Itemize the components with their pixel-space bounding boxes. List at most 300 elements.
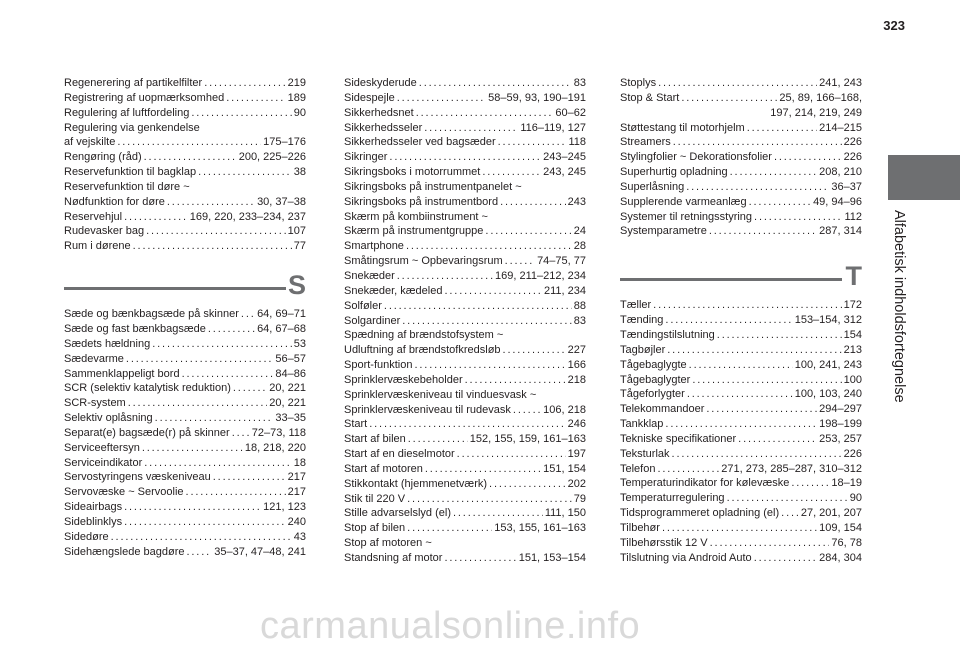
entry-pages: 172 — [843, 299, 862, 312]
entry-pages: 197 — [567, 448, 586, 461]
leader-dots — [444, 284, 542, 299]
entry-pages: 243, 245 — [543, 166, 586, 179]
entry-term: Solføler — [344, 299, 382, 312]
leader-dots — [155, 411, 274, 426]
leader-dots — [397, 269, 493, 284]
entry-term: Stop & Start — [620, 91, 680, 104]
leader-dots — [706, 402, 817, 417]
leader-dots — [186, 545, 212, 560]
leader-dots — [681, 91, 777, 106]
index-entry — [620, 76, 862, 91]
entry-pages: 36–37 — [831, 180, 862, 193]
leader-dots — [424, 121, 518, 136]
letter-heading — [64, 262, 306, 306]
index-entry — [64, 224, 306, 239]
entry-term: Stikkontakt (hjemmenetværk) — [344, 477, 488, 490]
entry-term: Standsning af motor — [344, 552, 443, 564]
leader-dots — [142, 441, 243, 456]
entry-pages: 100, 241, 243 — [794, 358, 862, 371]
entry-term: Superlåsning — [620, 180, 685, 193]
entry-pages: 219 — [287, 77, 306, 89]
leader-dots — [747, 121, 817, 136]
leader-dots — [658, 76, 817, 91]
entry-term: Nødfunktion for døre — [64, 195, 165, 208]
leader-dots — [117, 135, 261, 150]
leader-dots — [749, 195, 811, 210]
index-entry — [344, 195, 586, 210]
index-entry — [64, 396, 306, 411]
index-entry — [620, 298, 862, 313]
index-entry — [64, 352, 306, 367]
page-number: 323 — [883, 18, 905, 33]
entry-pages: 271, 273, 285–287, 310–312 — [721, 462, 862, 475]
entry-term: Serviceindikator — [64, 456, 143, 469]
index-entry — [64, 106, 306, 121]
entry-pages: 64, 67–68 — [257, 322, 306, 335]
leader-dots — [709, 224, 817, 239]
index-entry — [620, 387, 862, 402]
index-entry — [344, 314, 586, 329]
entry-term: Temperaturindikator for kølevæske — [620, 477, 790, 490]
index-entry — [620, 210, 862, 225]
section-letter: T — [845, 261, 862, 292]
leader-dots — [182, 367, 274, 382]
entry-pages: 118 — [568, 136, 586, 149]
leader-dots — [665, 313, 792, 328]
leader-dots — [500, 195, 566, 210]
index-entry — [620, 432, 862, 447]
leader-dots — [416, 106, 554, 121]
index-entry-text: Sikringsboks på instrumentpanelet ~ — [344, 180, 522, 193]
divider-rule — [620, 278, 842, 281]
entry-term: Rudevasker bag — [64, 225, 145, 238]
entry-term: Tænding — [620, 314, 664, 327]
leader-dots — [384, 299, 572, 314]
index-entry — [344, 91, 586, 106]
entry-pages: 294–297 — [819, 403, 862, 416]
index-entry — [64, 545, 306, 560]
entry-term: Stop af bilen — [344, 522, 406, 535]
entry-term: Sprinklervæskeniveau til rudevask — [344, 403, 511, 416]
leader-dots — [754, 210, 842, 225]
leader-dots — [167, 195, 255, 210]
leader-dots — [389, 150, 541, 165]
entry-pages: 227 — [567, 344, 586, 357]
index-entry — [620, 224, 862, 239]
entry-pages-continued: 197, 214, 219, 249 — [770, 106, 862, 119]
index-entry — [344, 477, 586, 492]
entry-pages: 74–75, 77 — [537, 255, 586, 268]
index-entry — [620, 313, 862, 328]
entry-term: Sædets hældning — [64, 337, 151, 350]
leader-dots — [513, 403, 541, 418]
index-entry — [620, 150, 862, 165]
entry-term: Tågebaglygte — [620, 358, 687, 371]
section-tab — [888, 155, 960, 200]
index-entry — [344, 299, 586, 314]
entry-term: Udluftning af brændstofkredsløb — [344, 344, 501, 357]
index-entry-text: Sprinklervæskeniveau til vinduesvask ~ — [344, 388, 537, 401]
index-entry — [64, 165, 306, 180]
leader-dots — [667, 343, 841, 358]
leader-dots — [774, 150, 842, 165]
entry-pages: 107 — [287, 225, 306, 238]
index-entry — [620, 180, 862, 195]
index-entry — [344, 239, 586, 254]
entry-term: Registrering af uopmærksomhed — [64, 91, 225, 104]
entry-term: Supplerende varmeanlæg — [620, 195, 747, 208]
entry-term: Teksturlak — [620, 447, 670, 460]
entry-term: Regulering af luftfordeling — [64, 106, 190, 119]
index-entry — [64, 441, 306, 456]
leader-dots — [687, 387, 793, 402]
entry-term: Tidsprogrammeret opladning (el) — [620, 507, 780, 520]
entry-term: Temperaturregulering — [620, 492, 725, 505]
entry-pages: 151, 154 — [543, 462, 586, 475]
leader-dots — [204, 76, 285, 91]
leader-dots — [419, 76, 572, 91]
index-entry — [344, 492, 586, 507]
index-entry — [344, 506, 586, 521]
entry-pages: 18–19 — [831, 477, 862, 490]
entry-pages: 27, 201, 207 — [800, 507, 862, 520]
index-entry — [344, 403, 586, 418]
leader-dots — [124, 515, 286, 530]
leader-dots — [369, 417, 565, 432]
entry-term: Sideairbags — [64, 501, 123, 514]
entry-pages: 30, 37–38 — [257, 195, 306, 208]
index-entry — [64, 456, 306, 471]
entry-term: Streamers — [620, 136, 671, 149]
leader-dots — [444, 551, 516, 566]
leader-dots — [397, 91, 486, 106]
entry-pages: 246 — [567, 418, 586, 431]
entry-pages: 202 — [567, 477, 586, 490]
entry-term: Sideskyderude — [344, 77, 417, 89]
leader-dots — [208, 322, 255, 337]
index-entry — [620, 135, 862, 150]
entry-pages: 88 — [573, 299, 586, 312]
index-entry-text: Regulering via genkendelse — [64, 121, 200, 134]
leader-dots — [754, 551, 817, 566]
index-entry — [64, 426, 306, 441]
index-entry — [620, 91, 862, 106]
entry-pages: 214–215 — [819, 121, 862, 134]
entry-term: Sikringer — [344, 151, 388, 164]
entry-pages: 243 — [567, 195, 586, 208]
leader-dots — [665, 417, 817, 432]
index-entry — [64, 322, 306, 337]
section-letter: S — [287, 270, 306, 301]
entry-term: Sidehængslede bagdøre — [64, 545, 185, 558]
entry-term: Sikringsboks på instrumentbord — [344, 195, 499, 208]
entry-pages: 20, 221 — [269, 382, 306, 395]
entry-term: Systemer til retningsstyring — [620, 210, 753, 223]
entry-term: Småtingsrum ~ Opbevaringsrum — [344, 255, 503, 268]
entry-term: Sikkerhedsseler — [344, 121, 423, 134]
entry-pages: 166 — [567, 359, 586, 372]
index-entry — [64, 411, 306, 426]
leader-dots — [498, 135, 567, 150]
entry-pages: 83 — [573, 314, 586, 327]
entry-term: Sidedøre — [64, 530, 109, 543]
index-entry — [344, 254, 586, 269]
leader-dots — [144, 456, 291, 471]
entry-pages: 284, 304 — [819, 551, 862, 564]
entry-term: Sikkerhedsseler ved bagsæder — [344, 136, 496, 149]
index-entry — [344, 284, 586, 299]
entry-pages: 109, 154 — [819, 521, 862, 534]
leader-dots — [689, 358, 793, 373]
entry-pages: 18 — [293, 456, 306, 469]
index-entry — [620, 402, 862, 417]
spacer — [620, 239, 862, 245]
index-column-1 — [64, 76, 306, 559]
leader-dots — [124, 210, 188, 225]
index-entry — [620, 521, 862, 536]
entry-pages: 84–86 — [275, 367, 306, 380]
leader-dots — [485, 224, 571, 239]
entry-term: Reservehjul — [64, 210, 123, 223]
index-entry — [344, 417, 586, 432]
leader-dots — [198, 165, 292, 180]
entry-term: Sammenklappeligt bord — [64, 367, 180, 380]
entry-pages: 152, 155, 159, 161–163 — [469, 433, 586, 446]
entry-term: Stik til 220 V — [344, 492, 406, 505]
leader-dots — [213, 470, 286, 485]
entry-pages: 49, 94–96 — [813, 195, 862, 208]
leader-dots — [425, 462, 541, 477]
index-column-3 — [620, 76, 862, 565]
entry-term: Tekniske specifikationer — [620, 432, 737, 445]
index-entry — [344, 373, 586, 388]
entry-term: Servovæske ~ Servoolie — [64, 486, 184, 499]
entry-pages: 153, 155, 161–163 — [494, 522, 586, 535]
entry-pages: 60–62 — [555, 106, 586, 119]
index-entry-text: Spædning af brændstofsystem ~ — [344, 329, 504, 342]
entry-term: Sikringsboks i motorrummet — [344, 166, 481, 179]
entry-term: SCR (selektiv katalytisk reduktion) — [64, 382, 231, 395]
index-entry — [344, 150, 586, 165]
leader-dots — [233, 381, 267, 396]
index-entry — [344, 269, 586, 284]
leader-dots — [146, 224, 286, 239]
index-entry — [344, 76, 586, 91]
index-entry-text: Skærm på kombiinstrument ~ — [344, 210, 488, 223]
entry-pages: 121, 123 — [263, 501, 306, 514]
index-entry — [620, 506, 862, 521]
index-entry — [64, 367, 306, 382]
entry-term: Støttestang til motorhjelm — [620, 121, 745, 134]
index-entry — [64, 210, 306, 225]
index-entry — [64, 381, 306, 396]
entry-term: Tågebaglygter — [620, 373, 691, 386]
leader-dots — [730, 165, 818, 180]
index-entry — [64, 500, 306, 515]
entry-pages: 151, 153–154 — [518, 552, 586, 564]
leader-dots — [408, 432, 468, 447]
index-entry — [64, 307, 306, 322]
entry-term: Tankklap — [620, 418, 664, 431]
entry-term: Regenerering af partikelfilter — [64, 77, 203, 89]
entry-term: Sædevarme — [64, 352, 124, 365]
entry-term: Tændingstilslutning — [620, 328, 715, 341]
index-entry — [344, 106, 586, 121]
index-entry — [344, 447, 586, 462]
entry-pages: 198–199 — [819, 418, 862, 431]
entry-pages: 169, 220, 233–234, 237 — [189, 210, 306, 223]
entry-term: Rengøring (råd) — [64, 151, 142, 164]
entry-pages: 100, 103, 240 — [794, 388, 862, 401]
index-entry-text: Reservefunktion til døre ~ — [64, 180, 190, 193]
index-entry — [620, 195, 862, 210]
index-entry — [344, 521, 586, 536]
index-entry — [64, 76, 306, 91]
entry-pages: 200, 225–226 — [238, 151, 306, 164]
entry-pages: 38 — [293, 166, 306, 179]
index-column-2 — [344, 76, 586, 566]
leader-dots — [738, 432, 817, 447]
leader-dots — [152, 337, 292, 352]
entry-pages: 24 — [573, 225, 586, 238]
entry-pages: 169, 211–212, 234 — [495, 269, 586, 282]
entry-pages: 243–245 — [543, 151, 586, 164]
entry-term: Tæller — [620, 299, 652, 312]
entry-pages: 28 — [573, 240, 586, 253]
leader-dots — [407, 521, 492, 536]
entry-pages: 35–37, 47–48, 241 — [214, 545, 306, 558]
leader-dots — [111, 530, 292, 545]
leader-dots — [505, 254, 535, 269]
index-entry — [620, 476, 862, 491]
index-entry — [344, 358, 586, 373]
entry-term: Tågeforlygter — [620, 388, 685, 401]
leader-dots — [662, 521, 817, 536]
leader-dots — [128, 396, 268, 411]
leader-dots — [482, 165, 541, 180]
index-entry-text: Stop af motoren ~ — [344, 537, 432, 550]
index-entry — [64, 239, 306, 254]
index-entry — [620, 447, 862, 462]
entry-term: Telekommandoer — [620, 403, 705, 416]
entry-term: Sideblinklys — [64, 515, 123, 528]
entry-pages: 287, 314 — [819, 225, 862, 238]
index-entry — [344, 224, 586, 239]
leader-dots — [226, 91, 285, 106]
letter-heading — [620, 253, 862, 297]
entry-term: SCR-system — [64, 397, 126, 410]
leader-dots — [406, 239, 572, 254]
entry-pages: 18, 218, 220 — [244, 441, 306, 454]
leader-dots — [727, 491, 848, 506]
entry-term: Tilbehørsstik 12 V — [620, 536, 708, 549]
index-entry — [344, 551, 586, 566]
entry-pages: 64, 69–71 — [257, 308, 306, 321]
index-entry — [344, 135, 586, 150]
entry-term: Serviceeftersyn — [64, 441, 140, 454]
index-entry — [620, 491, 862, 506]
entry-term: Telefon — [620, 462, 656, 475]
entry-term: Start af bilen — [344, 433, 406, 446]
index-entry — [620, 462, 862, 477]
entry-term: Solgardiner — [344, 314, 401, 327]
entry-term: Rum i dørene — [64, 240, 131, 253]
entry-term: Sæde og bænkbagsæde på skinner — [64, 308, 239, 321]
leader-dots — [489, 477, 566, 492]
leader-dots — [791, 476, 829, 491]
index-entry — [64, 485, 306, 500]
leader-dots — [126, 352, 273, 367]
entry-pages: 58–59, 93, 190–191 — [488, 91, 586, 104]
entry-pages: 211, 234 — [543, 284, 586, 297]
leader-dots — [717, 328, 842, 343]
index-entry — [64, 530, 306, 545]
entry-term: Sidespejle — [344, 91, 395, 104]
entry-pages: 112 — [844, 210, 862, 223]
entry-pages: 100 — [843, 373, 862, 386]
index-entry — [620, 373, 862, 388]
index-entry — [64, 91, 306, 106]
entry-pages: 56–57 — [275, 352, 306, 365]
index-entry — [64, 150, 306, 165]
entry-pages: 189 — [287, 91, 306, 104]
leader-dots — [186, 485, 286, 500]
watermark: carmanualsonline.info — [260, 605, 641, 647]
entry-term: Start af en dieselmotor — [344, 448, 455, 461]
entry-pages: 90 — [293, 106, 306, 119]
entry-pages: 241, 243 — [819, 77, 862, 89]
entry-pages: 72–73, 118 — [251, 426, 306, 439]
entry-term: Start — [344, 418, 368, 431]
leader-dots — [692, 373, 841, 388]
entry-term: Servostyringens væskeniveau — [64, 471, 211, 484]
entry-term: Separat(e) bagsæde(r) på skinner — [64, 426, 230, 439]
entry-term: Snekæder — [344, 269, 395, 282]
entry-pages: 116–119, 127 — [520, 121, 586, 134]
entry-term: Sikkerhedsnet — [344, 106, 414, 119]
entry-pages: 218 — [567, 373, 586, 386]
entry-term: af vejskilte — [64, 136, 116, 149]
index-entry — [64, 337, 306, 352]
entry-pages: 217 — [287, 486, 306, 499]
entry-pages: 83 — [573, 77, 586, 89]
entry-term: Stylingfolier ~ Dekorationsfolier — [620, 151, 772, 164]
leader-dots — [144, 150, 237, 165]
entry-term: Systemparametre — [620, 225, 707, 238]
index-entry — [344, 462, 586, 477]
entry-term: Tilslutning via Android Auto — [620, 551, 752, 564]
entry-term: Sæde og fast bænkbagsæde — [64, 322, 206, 335]
entry-pages: 226 — [843, 136, 862, 149]
entry-pages: 43 — [293, 530, 306, 543]
leader-dots — [414, 358, 565, 373]
leader-dots — [457, 447, 566, 462]
entry-term: Selektiv oplåsning — [64, 412, 153, 425]
entry-term: Tagbøjler — [620, 343, 666, 356]
entry-term: Superhurtig opladning — [620, 166, 728, 179]
index-entry — [620, 536, 862, 551]
entry-pages: 226 — [843, 447, 862, 460]
entry-pages: 25, 89, 166–168, — [779, 91, 862, 104]
leader-dots — [710, 536, 830, 551]
divider-rule — [64, 287, 286, 290]
entry-pages: 77 — [293, 240, 306, 253]
index-entry — [620, 551, 862, 566]
index-entry — [620, 121, 862, 136]
leader-dots — [503, 343, 566, 358]
leader-dots — [232, 426, 250, 441]
entry-pages: 213 — [843, 343, 862, 356]
